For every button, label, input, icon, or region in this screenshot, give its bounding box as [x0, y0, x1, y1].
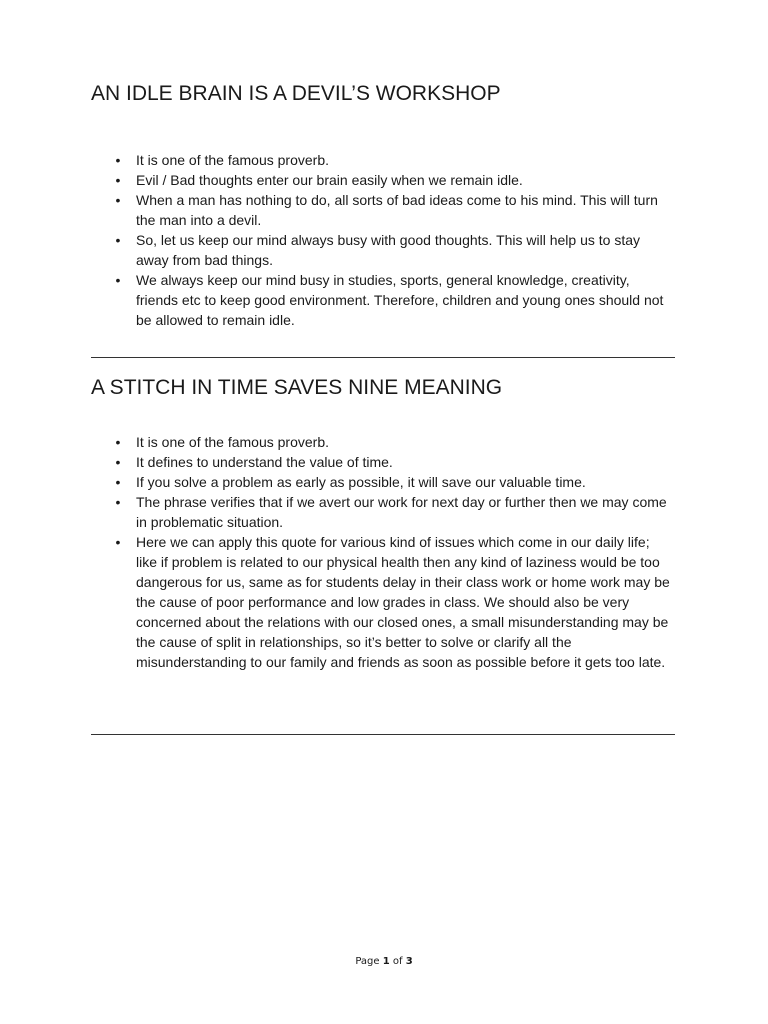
- bullet-icon: •: [115, 534, 121, 550]
- list-item-text: Evil / Bad thoughts enter our brain easily when we remain idle.: [136, 172, 523, 188]
- bullet-icon: •: [115, 454, 121, 470]
- list-item-text: If you solve a problem as early as possible, it will save our valuable time.: [136, 474, 586, 490]
- bullet-icon: •: [115, 232, 121, 248]
- list-item: [112, 532, 672, 672]
- current-page-number: 1: [382, 956, 390, 967]
- list-item-text: It defines to understand the value of time.: [136, 454, 393, 470]
- section-divider: [91, 357, 675, 358]
- bullet-icon: •: [115, 494, 121, 510]
- bullet-icon: •: [115, 474, 121, 490]
- section-2-heading: A STITCH IN TIME SAVES NINE MEANING: [91, 376, 503, 399]
- page-word: Page: [355, 956, 380, 967]
- bullet-icon: •: [115, 272, 121, 288]
- section-2-bullet-list: [112, 432, 672, 672]
- list-item-text: The phrase verifies that if we avert our work for next day or further then we may come in problematic situation.: [136, 494, 667, 530]
- list-item: [112, 472, 672, 492]
- list-item: [112, 432, 672, 452]
- bullet-icon: •: [115, 152, 121, 168]
- bullet-icon: •: [115, 434, 121, 450]
- bullet-icon: •: [115, 192, 121, 208]
- list-item: [112, 190, 672, 230]
- list-item-text: When a man has nothing to do, all sorts of bad ideas come to his mind. This will turn the man into a devil.: [136, 192, 658, 228]
- list-item: [112, 170, 672, 190]
- list-item-text: It is one of the famous proverb.: [136, 152, 329, 168]
- list-item-text: It is one of the famous proverb.: [136, 434, 329, 450]
- list-item: [112, 492, 672, 532]
- list-item: [112, 230, 672, 270]
- of-word: of: [392, 956, 403, 967]
- section-divider: [91, 734, 675, 735]
- section-1-heading: AN IDLE BRAIN IS A DEVIL’S WORKSHOP: [91, 82, 501, 105]
- list-item-text: We always keep our mind busy in studies, sports, general knowledge, creativity, friends etc to keep good environment. Therefore, children and young ones should not be allowed to remain idle.: [136, 272, 664, 328]
- list-item-text: Here we can apply this quote for various kind of issues which come in our daily life; like if problem is related to our physical health then any kind of laziness would be too dangerous for us, same as for students delay in their class work or home work may be the cause of poor performance and low grades in class. We should also be very concerned about the relations with our closed ones, a small misunderstanding may be the cause of split in relationships, so it’s better to solve or clarify all the misunderstanding to our family and friends as soon as possible before it gets too late.: [136, 534, 670, 670]
- list-item: [112, 270, 672, 330]
- list-item: [112, 150, 672, 170]
- page-number-footer: [0, 956, 768, 967]
- bullet-icon: •: [115, 172, 121, 188]
- section-1-bullet-list: [112, 150, 672, 330]
- list-item: [112, 452, 672, 472]
- total-pages-number: 3: [405, 956, 413, 967]
- list-item-text: So, let us keep our mind always busy with good thoughts. This will help us to stay away from bad things.: [136, 232, 641, 268]
